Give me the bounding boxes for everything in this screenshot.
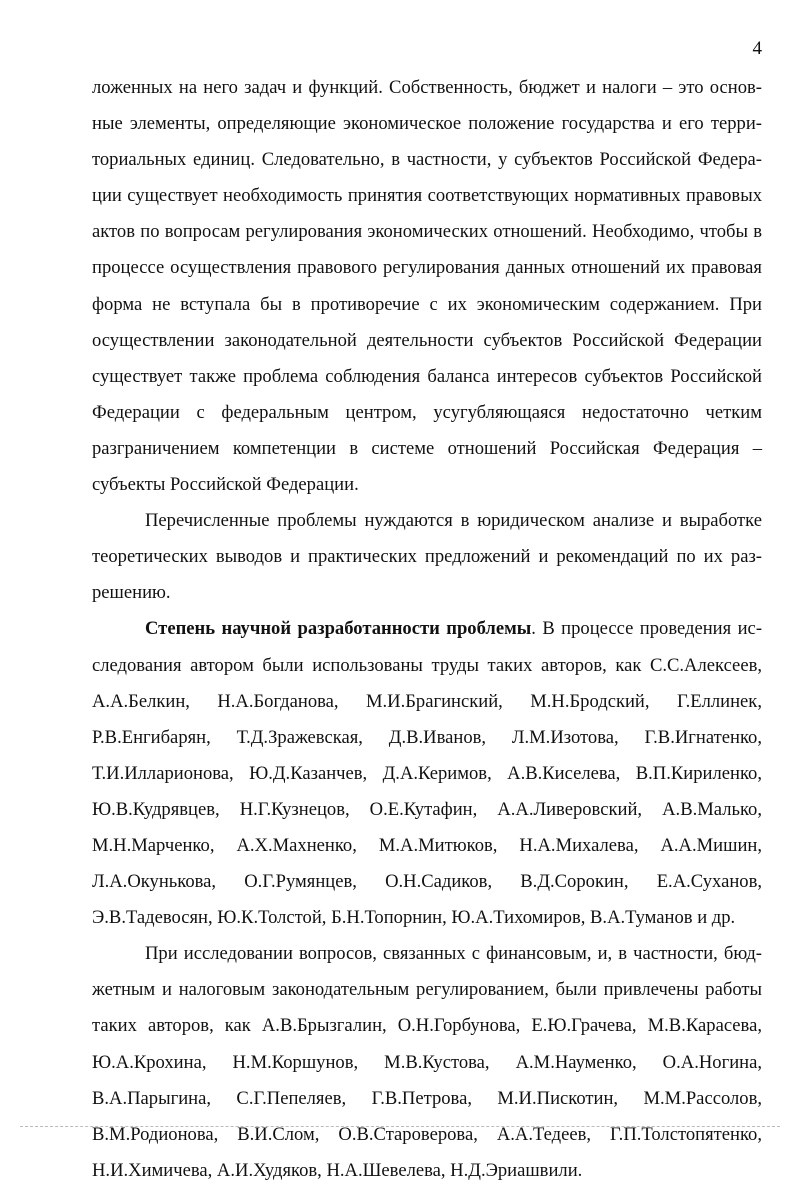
page-number: 4 bbox=[752, 38, 762, 59]
paragraph-financial-research: При исследовании вопросов, связанных с финансовым, и, в частности, бюджетным и налоговым законодательным регулированием, были привлечены работы таких авторов, как А.В.Брызгалин, О.Н.Горбунова, Е.Ю.Грачева, М.В.Карасева, Ю.А.Крохина, Н.М.Коршунов, М.В.Кустова, А.М.Науменко, О.А.Ногина, В.А.Парыгина, С.Г.Пепеляев, Г.В.Петрова, М.И.Пискотин, М.М.Рассолов, В.М.Родионова, В.И.Слом, О.В.Староверова, А.А.Тедеев, Г.П.Толстопятенко, Н.И.Химичева, А.И.Худяков, Н.А.Шевелева, Н.Д.Эриашвили. bbox=[92, 943, 762, 1181]
paragraph-continuation: ложенных на него задач и функций. Собственность, бюджет и налоги – это основные элементы, определяющие экономическое положение государства и его территориальных единиц. Следовательно, в частности, у субъектов Российской Федерации существует необходимость принятия соответствующих нормативных правовых актов по вопросам регулирования экономических отношений. Необходимо, чтобы в процессе осуществления правового регулирования данных отношений их правовая форма не вступала бы в противоречие с их экономическим содержанием. При осуществлении законодательной деятельности субъектов Российской Федерации существует также проблема соблюдения баланса интересов субъектов Российской Федерации с федеральным центром, усугубляющаяся недостаточно четким разграничением компетенции в системе отношений Российская Федерация – субъекты Российской Федерации. bbox=[92, 77, 762, 496]
paragraph-problems: Перечисленные проблемы нуждаются в юридическом анализе и выработке теоретических выводов и практических предложений и рекомендаций по их разрешению. bbox=[92, 510, 762, 604]
scan-edge-line bbox=[20, 1126, 780, 1127]
paragraph-research-degree-text: . В процессе проведения исследования автором были использованы труды таких авторов, как С.С.Алексеев, А.А.Белкин, Н.А.Богданова, М.И.Брагинский, М.Н.Бродский, Г.Еллинек, Р.В.Енгибарян, Т.Д.Зражевская, Д.В.Иванов, Л.М.Изотова, Г.В.Игнатенко, Т.И.Илларионова, Ю.Д.Казанчев, Д.А.Керимов, А.В.Киселева, В.П.Кириленко, Ю.В.Кудрявцев, Н.Г.Кузнецов, О.Е.Кутафин, А.А.Ливеровский, А.В.Малько, М.Н.Марченко, А.Х.Махненко, М.А.Митюков, Н.А.Михалева, А.А.Мишин, Л.А.Окунькова, О.Г.Румянцев, О.Н.Садиков, В.Д.Сорокин, Е.А.Суханов, Э.В.Тадевосян, Ю.К.Толстой, Б.Н.Топорнин, Ю.А.Тихомиров, В.А.Туманов и др. bbox=[92, 618, 763, 929]
paragraph-heading: Степень научной разработанности проблемы bbox=[145, 618, 532, 640]
paragraph-research-degree bbox=[92, 611, 762, 936]
body-text bbox=[92, 70, 762, 1189]
